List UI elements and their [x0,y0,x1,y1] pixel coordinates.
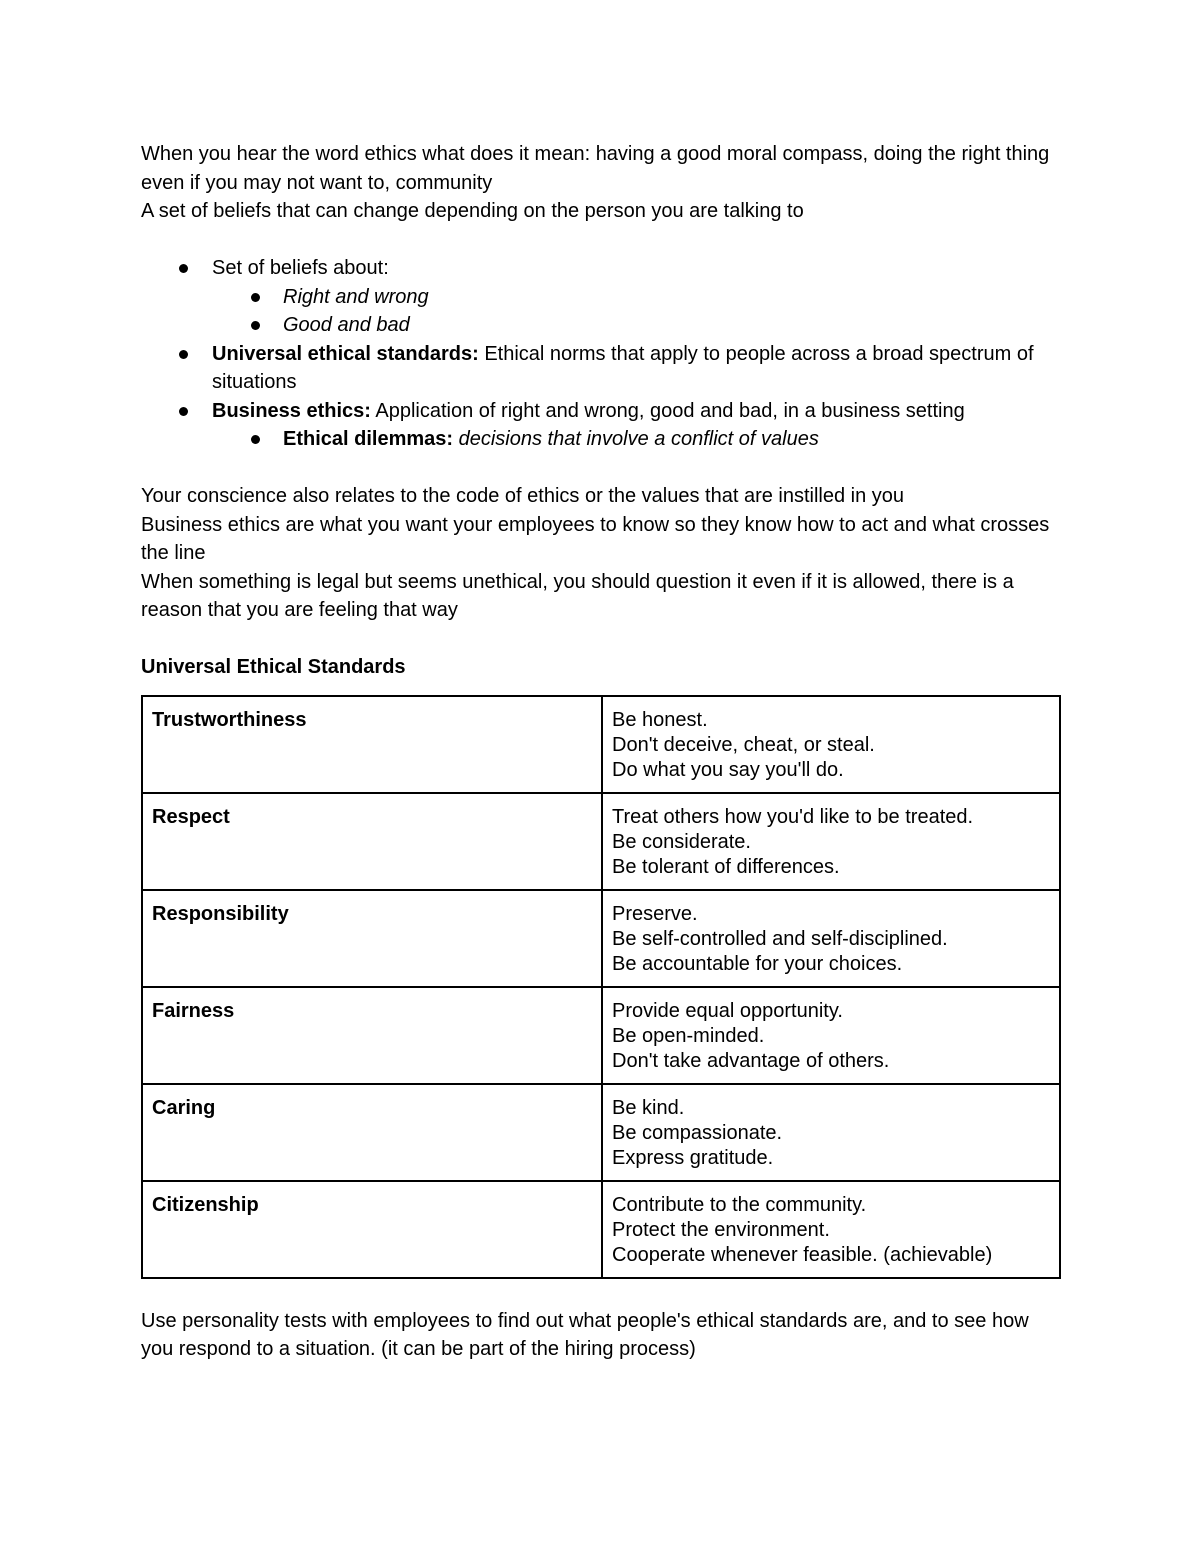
sublist-item [212,311,1061,340]
table-title: Universal Ethical Standards [141,656,406,678]
beliefs-label: Set of beliefs about: [212,257,389,279]
sublist-item [212,283,1061,312]
standard-name: Trustworthiness [142,696,602,793]
belief-good-bad: Good and bad [283,314,410,336]
description-line: Contribute to the community. [612,1193,867,1216]
standard-name: Respect [142,793,602,890]
description-line: Protect the environment. [612,1218,830,1241]
standards-table [141,695,1061,1279]
description-line: Don't take advantage of others. [612,1049,890,1072]
description-line: Cooperate whenever feasible. (achievable) [612,1243,993,1266]
intro-paragraph-1: When you hear the word ethics what does it mean: having a good moral compass, doing the right thing even if you may not want to, community [141,143,1050,194]
business-sublist [212,425,1061,454]
paragraph-conscience: Your conscience also relates to the code of ethics or the values that are instilled in you [141,485,905,507]
business-term: Business ethics: [212,399,371,422]
list-item-beliefs [141,254,1061,340]
closing-paragraph: Use personality tests with employees to find out what people's ethical standards are, and to see how you respond to a situation. (it can be part of the hiring process) [141,1309,1029,1360]
standard-name: Responsibility [142,890,602,987]
description-line: Be self-controlled and self-disciplined. [612,927,948,950]
standard-description [602,793,1060,890]
blank-line [141,226,1061,255]
intro-paragraph-2: A set of beliefs that can change depending on the person you are talking to [141,200,804,222]
standard-name: Caring [142,1084,602,1181]
table-row [142,696,1060,793]
table-row [142,1181,1060,1278]
description-line: Be compassionate. [612,1121,783,1144]
list-item-business [141,397,1061,454]
standard-name: Fairness [142,987,602,1084]
business-text: Application of right and wrong, good and bad, in a business setting [370,399,965,422]
description-line: Express gratitude. [612,1146,774,1169]
sublist-item [212,425,1061,454]
dilemmas-text: decisions that involve a conflict of values [453,428,819,450]
standard-description [602,890,1060,987]
standard-description [602,987,1060,1084]
belief-right-wrong: Right and wrong [283,285,429,308]
paragraph-legal-unethical: When something is legal but seems unethical, you should question it even if it is allowed, there is a reason that you are feeling that way [141,570,1014,621]
definitions-list [141,254,1061,454]
table-row [142,987,1060,1084]
description-line: Provide equal opportunity. [612,999,843,1022]
document-page [141,140,1061,1364]
standard-description [602,696,1060,793]
standard-description [602,1181,1060,1278]
description-line: Preserve. [612,902,698,925]
list-item-universal [141,340,1061,397]
table-row [142,1084,1060,1181]
blank-line [141,625,1061,654]
standard-description [602,1084,1060,1181]
description-line: Be kind. [612,1096,685,1119]
dilemmas-term: Ethical dilemmas: [283,428,454,450]
table-row [142,793,1060,890]
description-line: Be honest. [612,708,708,731]
standard-name: Citizenship [142,1181,602,1278]
description-line: Treat others how you'd like to be treated. [612,805,974,828]
description-line: Be accountable for your choices. [612,952,903,975]
description-line: Don't deceive, cheat, or steal. [612,733,875,756]
paragraph-business-ethics: Business ethics are what you want your employees to know so they know how to act and what crosses the line [141,513,1050,564]
table-row [142,890,1060,987]
description-line: Do what you say you'll do. [612,758,844,781]
description-line: Be open-minded. [612,1024,765,1047]
description-line: Be considerate. [612,830,751,853]
description-line: Be tolerant of differences. [612,855,840,878]
universal-text: Ethical norms that apply to people across a broad spectrum of situations [212,342,1034,393]
blank-line [141,454,1061,483]
universal-term: Universal ethical standards: [212,342,479,365]
beliefs-sublist [212,283,1061,340]
